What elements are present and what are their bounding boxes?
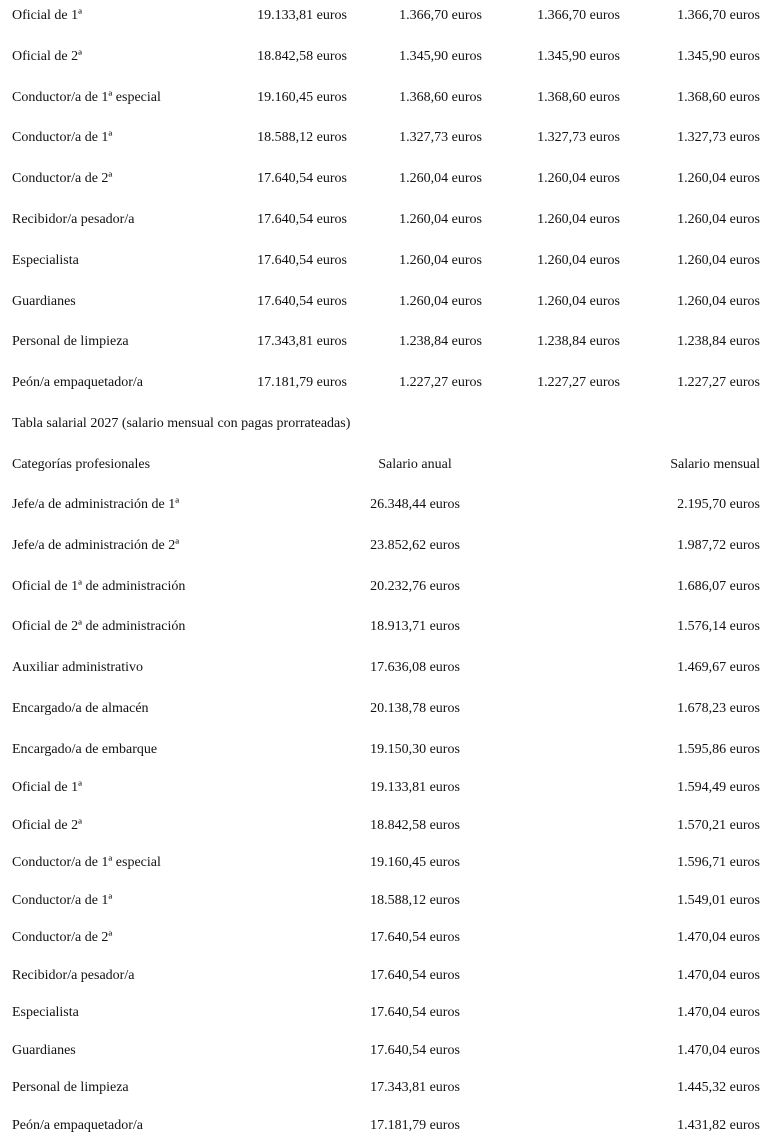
salary-cell: 17.640,54 euros (370, 1005, 460, 1020)
salary-cell: 1.470,04 euros (677, 930, 760, 945)
category-cell: Oficial de 1ª (12, 8, 82, 23)
table-row (0, 128, 780, 148)
salary-cell: 1.345,90 euros (399, 48, 482, 64)
table-row (0, 332, 780, 352)
table-row (0, 373, 780, 393)
category-cell: Personal de limpieza (12, 334, 129, 350)
salary-cell: 20.138,78 euros (370, 701, 460, 716)
salary-cell: 23.852,62 euros (370, 537, 460, 553)
salary-cell: 1.260,04 euros (677, 252, 760, 268)
salary-cell: 1.327,73 euros (677, 130, 760, 146)
salary-cell: 1.260,04 euros (677, 171, 760, 187)
salary-cell: 1.260,04 euros (677, 212, 760, 227)
salary-cell: 1.678,23 euros (677, 701, 760, 716)
category-cell: Recibidor/a pesador/a (12, 967, 135, 983)
salary-cell: 17.640,54 euros (257, 212, 347, 227)
category-cell: Auxiliar administrativo (12, 660, 144, 676)
salary-cell: 1.238,84 euros (399, 334, 482, 350)
table-row (0, 292, 780, 312)
salary-cell: 1.366,70 euros (399, 8, 482, 23)
category-cell: Conductor/a de 1ª especial (12, 855, 161, 870)
salary-cell: 2.195,70 euros (677, 497, 760, 512)
table-row (0, 1078, 780, 1098)
column-header: Salario anual (378, 457, 452, 472)
table-header-row (0, 455, 780, 475)
category-cell: Personal de limpieza (12, 1080, 129, 1095)
table-row (0, 816, 780, 836)
column-header: Categorías profesionales (12, 457, 151, 472)
salary-cell: 1.260,04 euros (399, 252, 482, 268)
salary-cell: 19.160,45 euros (257, 89, 347, 105)
table-row (0, 536, 780, 556)
table-row (0, 210, 780, 230)
salary-cell: 18.842,58 euros (257, 48, 347, 64)
salary-cell: 1.345,90 euros (537, 48, 620, 64)
salary-cell: 1.470,04 euros (677, 1005, 760, 1020)
salary-cell: 17.343,81 euros (257, 334, 347, 350)
table-row (0, 251, 780, 271)
category-cell: Guardianes (12, 1042, 76, 1058)
salary-cell: 1.469,67 euros (677, 660, 760, 676)
salary-cell: 1.368,60 euros (537, 89, 620, 105)
category-cell: Peón/a empaquetador/a (12, 1117, 144, 1133)
table-row (0, 88, 780, 108)
table-row (0, 47, 780, 67)
salary-cell: 1.368,60 euros (399, 89, 482, 105)
salary-cell: 1.595,86 euros (677, 741, 760, 757)
table-row (0, 740, 780, 760)
category-cell: Encargado/a de embarque (12, 741, 158, 757)
salary-cell: 19.150,30 euros (370, 741, 460, 757)
category-cell: Oficial de 2ª (12, 48, 82, 64)
salary-cell: 17.640,54 euros (370, 1042, 460, 1058)
table-row (0, 853, 780, 873)
salary-cell: 1.987,72 euros (677, 537, 760, 553)
category-cell: Conductor/a de 1ª (12, 892, 113, 908)
salary-cell: 1.686,07 euros (677, 578, 760, 594)
salary-cell: 1.260,04 euros (537, 252, 620, 268)
salary-cell: 1.431,82 euros (677, 1117, 760, 1133)
salary-cell: 1.594,49 euros (677, 780, 760, 795)
table-row (0, 699, 780, 719)
salary-cell: 17.343,81 euros (370, 1080, 460, 1095)
salary-cell: 1.327,73 euros (537, 130, 620, 146)
category-cell: Guardianes (12, 293, 76, 309)
category-cell: Oficial de 1ª de administración (12, 578, 186, 594)
salary-cell: 26.348,44 euros (370, 497, 460, 512)
category-cell: Conductor/a de 2ª (12, 930, 113, 945)
salary-cell: 1.227,27 euros (677, 375, 760, 391)
salary-cell: 19.133,81 euros (370, 780, 460, 795)
salary-cell: 1.470,04 euros (677, 1042, 760, 1058)
table-row (0, 658, 780, 678)
table-row (0, 966, 780, 986)
category-cell: Peón/a empaquetador/a (12, 375, 144, 391)
salary-cell: 1.238,84 euros (537, 334, 620, 350)
salary-cell: 1.576,14 euros (677, 619, 760, 635)
salary-cell: 1.368,60 euros (677, 89, 760, 105)
category-cell: Especialista (12, 252, 79, 268)
salary-cell: 20.232,76 euros (370, 578, 460, 594)
category-cell: Oficial de 1ª (12, 780, 82, 795)
salary-cell: 17.640,54 euros (370, 930, 460, 945)
salary-cell: 17.640,54 euros (370, 967, 460, 983)
table-row (0, 169, 780, 189)
table-row (0, 617, 780, 637)
salary-cell: 1.570,21 euros (677, 817, 760, 833)
category-cell: Conductor/a de 2ª (12, 171, 113, 187)
salary-cell: 1.260,04 euros (677, 293, 760, 309)
salary-cell: 1.549,01 euros (677, 892, 760, 908)
salary-cell: 17.181,79 euros (370, 1117, 460, 1133)
salary-cell: 17.181,79 euros (257, 375, 347, 391)
category-cell: Especialista (12, 1005, 79, 1020)
salary-cell: 1.227,27 euros (399, 375, 482, 391)
salary-cell: 17.640,54 euros (257, 293, 347, 309)
category-cell: Oficial de 2ª de administración (12, 619, 186, 635)
salary-cell: 17.636,08 euros (370, 660, 460, 676)
salary-cell: 17.640,54 euros (257, 171, 347, 187)
table-2027-title: Tabla salarial 2027 (salario mensual con pagas prorrateadas) (12, 416, 351, 431)
salary-cell: 18.588,12 euros (370, 892, 460, 908)
salary-cell: 19.133,81 euros (257, 8, 347, 23)
salary-cell: 1.227,27 euros (537, 375, 620, 391)
table-row (0, 1003, 780, 1023)
salary-cell: 1.238,84 euros (677, 334, 760, 350)
table-row (0, 778, 780, 798)
salary-cell: 1.366,70 euros (677, 8, 760, 23)
salary-cell: 1.345,90 euros (677, 48, 760, 64)
column-header: Salario mensual (670, 457, 760, 472)
salary-cell: 18.588,12 euros (257, 130, 347, 146)
salary-cell: 1.366,70 euros (537, 8, 620, 23)
salary-cell: 1.260,04 euros (537, 212, 620, 227)
salary-cell: 1.327,73 euros (399, 130, 482, 146)
table-row (0, 6, 780, 26)
salary-cell: 18.842,58 euros (370, 817, 460, 833)
category-cell: Oficial de 2ª (12, 817, 82, 833)
salary-cell: 17.640,54 euros (257, 252, 347, 268)
category-cell: Jefe/a de administración de 1ª (12, 497, 180, 512)
salary-cell: 1.260,04 euros (537, 171, 620, 187)
table-row (0, 1116, 780, 1136)
salary-cell: 1.260,04 euros (399, 212, 482, 227)
table-row (0, 495, 780, 515)
category-cell: Conductor/a de 1ª especial (12, 89, 161, 105)
table-row (0, 928, 780, 948)
category-cell: Jefe/a de administración de 2ª (12, 537, 180, 553)
category-cell: Encargado/a de almacén (12, 701, 149, 716)
category-cell: Recibidor/a pesador/a (12, 212, 135, 227)
salary-cell: 1.596,71 euros (677, 855, 760, 870)
salary-cell: 1.260,04 euros (399, 293, 482, 309)
category-cell: Conductor/a de 1ª (12, 130, 113, 146)
salary-cell: 18.913,71 euros (370, 619, 460, 635)
salary-cell: 1.260,04 euros (537, 293, 620, 309)
table-row (0, 1041, 780, 1061)
table-row (0, 891, 780, 911)
salary-cell: 1.445,32 euros (677, 1080, 760, 1095)
salary-cell: 1.260,04 euros (399, 171, 482, 187)
table-row (0, 577, 780, 597)
salary-cell: 19.160,45 euros (370, 855, 460, 870)
salary-cell: 1.470,04 euros (677, 967, 760, 983)
